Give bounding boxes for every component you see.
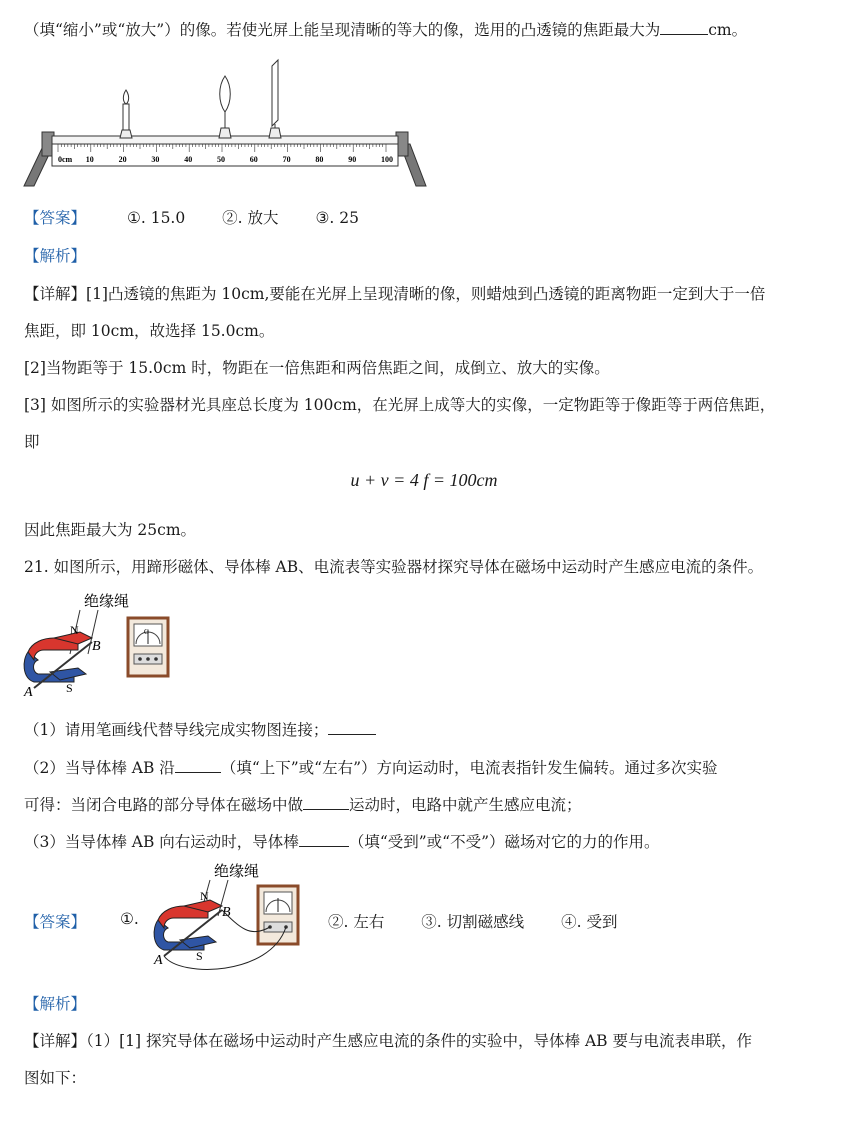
q21-answer-4: ④. 受到	[561, 913, 618, 931]
answer-label-n: N	[200, 889, 209, 903]
ruler-tick-label: 100	[381, 155, 393, 164]
answer-rope-label: 绝缘绳	[214, 864, 260, 880]
rope-label: 绝缘绳	[84, 594, 130, 610]
label-s: S	[66, 681, 73, 695]
galvanometer	[128, 618, 168, 676]
convex-lens	[219, 76, 231, 138]
ruler-tick-label: 70	[282, 155, 291, 164]
answer-label-a: A	[154, 953, 163, 968]
q21-detail-1b: 图如下：	[24, 1069, 87, 1087]
q20-tail-text: （填“缩小”或“放大”）的像。若使光屏上能呈现清晰的等大的像，选用的凸透镜的焦距最大为	[24, 21, 661, 39]
sub1-blank	[328, 719, 376, 736]
sub2-blank-1	[175, 757, 221, 774]
answer-circuit-figure	[150, 858, 310, 978]
q21-stem: 21. 如图所示，用蹄形磁体、导体棒 AB、电流表等实验器材探究导体在磁场中运动时产生感应电流的条件。	[24, 558, 764, 576]
answer-3: ③. 25	[315, 209, 359, 227]
detail-1-text: [1]凸透镜的焦距为 10cm,要能在光屏上呈现清晰的像，则蜡烛到凸透镜的距离物距一定到大于一倍	[86, 285, 766, 303]
focal-formula: u + v = 4 f = 100cm	[350, 470, 498, 490]
ruler-tick-label: 40	[184, 155, 193, 164]
label-a: A	[24, 685, 33, 700]
ruler-tick-label: 30	[151, 155, 160, 164]
answer-galvanometer	[258, 886, 298, 944]
q20-answer-row	[24, 206, 391, 228]
light-screen	[269, 60, 281, 138]
sub2-blank-2	[303, 794, 349, 811]
sub1-text: （1）请用笔画线代替导线完成实物图连接；	[24, 721, 329, 739]
q21-sub2-cont	[24, 793, 582, 815]
q20-unit: cm。	[708, 21, 748, 39]
q21-answer-tag: 【答案】	[24, 913, 87, 931]
q21-detail-tag: 【详解】	[24, 1032, 87, 1050]
q21-detail-1-text: （1）[1] 探究导体在磁场中运动时产生感应电流的条件的实验中，导体棒 AB 要与电流表串联，作	[86, 1032, 752, 1050]
q20-detail-1b: 焦距，即 10cm，故选择 15.0cm。	[24, 322, 275, 340]
q21-answer-2: ②. 左右	[328, 913, 385, 931]
ruler-tick-label: 60	[249, 155, 258, 164]
q21-sub1	[24, 718, 376, 740]
q21-sub2	[24, 756, 718, 778]
sub3-text-a: （3）当导体棒 AB 向右运动时，导体棒	[24, 833, 299, 851]
candle	[120, 90, 132, 138]
optical-bench-figure	[22, 56, 432, 188]
label-b: B	[92, 639, 101, 654]
sub2-text-b: （填“上下”或“左右”）方向运动时，电流表指针发生偏转。通过多次实验	[220, 759, 718, 777]
q21-detail-1	[24, 1029, 752, 1051]
q20-detail-3b: 即	[24, 433, 40, 451]
magnet-figure	[20, 588, 180, 700]
label-n: N	[70, 623, 79, 637]
ruler-tick-label: 0cm	[58, 155, 73, 164]
meter-g: G	[144, 628, 150, 636]
ruler-tick-label: 90	[348, 155, 357, 164]
ruler-tick-label: 80	[315, 155, 324, 164]
q21-answer-3: ③. 切割磁感线	[421, 913, 525, 931]
sub3-blank	[299, 831, 349, 848]
ruler-tick-label: 50	[217, 155, 225, 164]
q21-analysis-tag: 【解析】	[24, 995, 87, 1013]
detail-tag: 【详解】	[24, 285, 87, 303]
answer-1: ①. 15.0	[126, 209, 186, 227]
answer-2: ②. 放大	[222, 209, 279, 227]
q20-detail-1	[24, 282, 765, 304]
answer-tag: 【答案】	[24, 209, 87, 227]
q20-detail-2: [2]当物距等于 15.0cm 时，物距在一倍焦距和两倍焦距之间，成倒立、放大的实像。	[24, 359, 610, 377]
q21-answers-rest	[328, 910, 649, 932]
q20-tail-line	[24, 18, 747, 40]
focal-blank	[660, 19, 708, 36]
sub2-text-c: 可得：当闭合电路的部分导体在磁场中做	[24, 796, 304, 814]
bench-scale	[52, 144, 398, 166]
ruler-tick-label: 10	[85, 155, 94, 164]
q20-detail-3: [3] 如图所示的实验器材光具座总长度为 100cm，在光屏上成等大的实像，一定物距等于像距等于两倍焦距，	[24, 396, 776, 414]
sub2-text-d: 运动时，电路中就产生感应电流；	[349, 796, 582, 814]
ruler-tick-label: 20	[118, 155, 127, 164]
q21-answer-1: ①.	[120, 910, 139, 928]
answer-label-s: S	[196, 949, 203, 963]
sub2-text-a: （2）当导体棒 AB 沿	[24, 759, 175, 777]
sub3-text-b: （填“受到”或“不受”）磁场对它的力的作用。	[348, 833, 660, 851]
answer-label-b: B	[222, 905, 231, 920]
q21-sub3	[24, 830, 660, 852]
q20-conclusion: 因此焦距最大为 25cm。	[24, 521, 197, 539]
q20-analysis-tag: 【解析】	[24, 247, 87, 265]
